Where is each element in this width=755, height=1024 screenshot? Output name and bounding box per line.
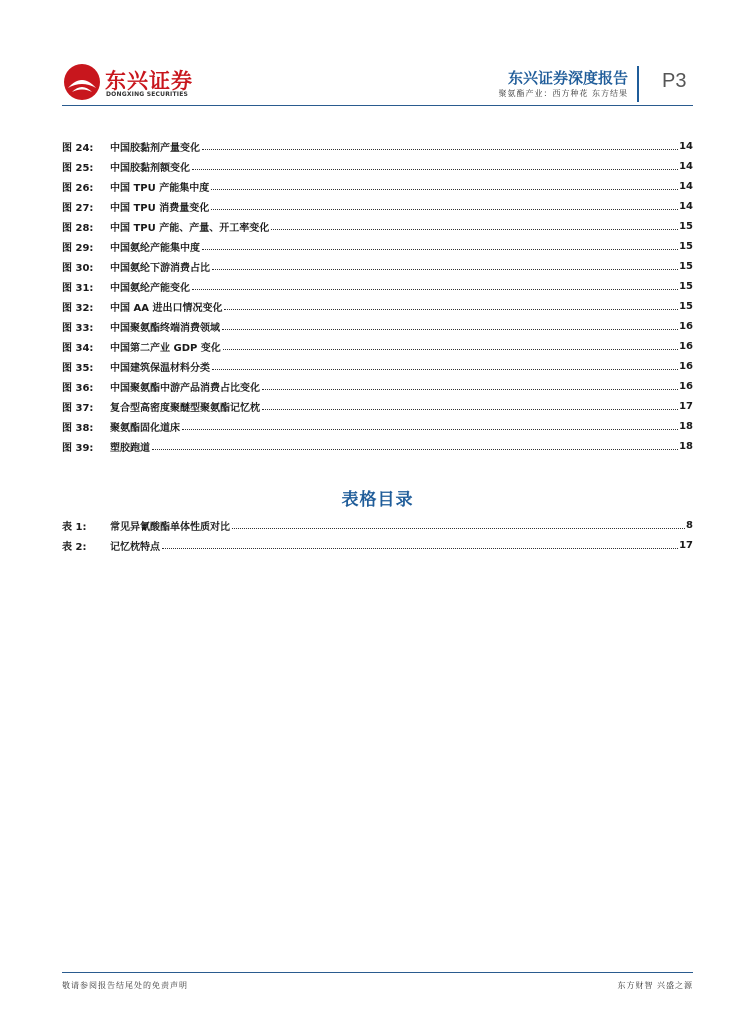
toc-entry-title: 复合型高密度聚醚型聚氨酯记忆枕 — [110, 402, 260, 414]
toc-entry[interactable] — [62, 296, 693, 316]
toc-entry-page: 14 — [679, 160, 693, 172]
toc-entry-number: 图 27: — [62, 202, 94, 214]
table-list — [62, 515, 693, 555]
toc-entry[interactable] — [62, 396, 693, 416]
toc-entry-page: 17 — [679, 400, 693, 412]
toc-entry[interactable] — [62, 276, 693, 296]
toc-entry[interactable] — [62, 196, 693, 216]
toc-dot-leader — [224, 309, 678, 310]
toc-dot-leader — [232, 528, 685, 529]
toc-dot-leader — [212, 369, 678, 370]
toc-entry-number: 图 35: — [62, 362, 94, 374]
toc-dot-leader — [202, 149, 678, 150]
toc-entry[interactable] — [62, 436, 693, 456]
toc-entry-title: 中国氨纶产能变化 — [110, 282, 190, 294]
toc-dot-leader — [152, 449, 678, 450]
toc-entry-number: 图 33: — [62, 322, 94, 334]
report-subtitle: 聚氨酯产业：西方种花 东方结果 — [498, 89, 628, 98]
toc-dot-leader — [262, 389, 678, 390]
toc-entry-title: 中国氨纶下游消费占比 — [110, 262, 210, 274]
toc-entry[interactable] — [62, 216, 693, 236]
table-list-heading: 表格目录 — [341, 490, 414, 510]
toc-entry-title: 中国氨纶产能集中度 — [110, 242, 200, 254]
toc-entry-title: 中国胶黏剂产量变化 — [110, 142, 200, 154]
toc-entry-title: 中国胶黏剂额变化 — [110, 162, 190, 174]
toc-entry-title: 中国 TPU 产能集中度 — [110, 182, 210, 194]
toc-entry[interactable] — [62, 336, 693, 356]
toc-entry-page: 16 — [679, 340, 693, 352]
toc-dot-leader — [162, 548, 678, 549]
page-number: P3 — [662, 70, 687, 92]
report-title: 东兴证券深度报告 — [507, 69, 628, 87]
toc-entry-number: 图 36: — [62, 382, 94, 394]
company-logo — [62, 62, 192, 102]
toc-entry-page: 14 — [679, 200, 693, 212]
toc-entry[interactable] — [62, 356, 693, 376]
toc-entry-number: 图 26: — [62, 182, 94, 194]
toc-dot-leader — [223, 349, 678, 350]
header-divider — [637, 66, 639, 102]
toc-entry-page: 8 — [686, 519, 693, 531]
toc-entry-number: 图 34: — [62, 342, 94, 354]
toc-entry-page: 17 — [679, 539, 693, 551]
toc-entry[interactable] — [62, 156, 693, 176]
toc-dot-leader — [262, 409, 678, 410]
toc-entry-page: 15 — [679, 220, 693, 232]
toc-entry-number: 图 31: — [62, 282, 94, 294]
toc-entry-page: 16 — [679, 320, 693, 332]
toc-entry-number: 表 2: — [62, 541, 87, 553]
toc-dot-leader — [192, 169, 678, 170]
toc-entry-title: 聚氨酯固化道床 — [110, 422, 180, 434]
toc-entry-title: 中国 TPU 产能、产量、开工率变化 — [110, 222, 270, 234]
toc-entry-number: 图 30: — [62, 262, 94, 274]
toc-entry-number: 表 1: — [62, 521, 87, 533]
toc-entry[interactable] — [62, 316, 693, 336]
toc-entry-number: 图 39: — [62, 442, 94, 454]
toc-dot-leader — [212, 269, 678, 270]
toc-entry-title: 中国聚氨酯中游产品消费占比变化 — [110, 382, 260, 394]
toc-entry-number: 图 29: — [62, 242, 94, 254]
toc-entry[interactable] — [62, 236, 693, 256]
logo-text-en: DONGXING SECURITIES — [106, 91, 189, 98]
toc-entry-title: 中国建筑保温材料分类 — [110, 362, 210, 374]
toc-dot-leader — [211, 209, 678, 210]
toc-entry[interactable] — [62, 535, 693, 555]
toc-dot-leader — [182, 429, 678, 430]
toc-entry-page: 16 — [679, 380, 693, 392]
toc-entry-page: 15 — [679, 280, 693, 292]
toc-dot-leader — [192, 289, 678, 290]
header-rule — [62, 105, 693, 106]
toc-entry-number: 图 25: — [62, 162, 94, 174]
toc-entry-page: 15 — [679, 300, 693, 312]
logo-text-cn: 东兴证券 — [105, 69, 193, 93]
footer-rule — [62, 972, 693, 973]
toc-entry-number: 图 32: — [62, 302, 94, 314]
toc-dot-leader — [222, 329, 678, 330]
toc-entry[interactable] — [62, 136, 693, 156]
toc-entry[interactable] — [62, 176, 693, 196]
toc-entry-title: 中国聚氨酯终端消费领域 — [110, 322, 220, 334]
toc-entry[interactable] — [62, 416, 693, 436]
toc-entry[interactable] — [62, 256, 693, 276]
toc-dot-leader — [211, 189, 678, 190]
toc-entry-title: 中国 TPU 消费量变化 — [110, 202, 210, 214]
toc-entry-page: 14 — [679, 180, 693, 192]
logo-mark-icon — [62, 62, 102, 102]
toc-entry-number: 图 28: — [62, 222, 94, 234]
footer-slogan: 东方财智 兴盛之源 — [617, 981, 693, 990]
toc-entry-page: 14 — [679, 140, 693, 152]
footer-disclaimer: 敬请参阅报告结尾处的免责声明 — [62, 981, 188, 990]
toc-dot-leader — [202, 249, 678, 250]
page-header — [0, 0, 755, 130]
toc-entry-title: 记忆枕特点 — [110, 541, 160, 553]
toc-entry-title: 塑胶跑道 — [110, 442, 150, 454]
toc-entry-title: 中国 AA 进出口情况变化 — [110, 302, 223, 314]
toc-entry-page: 18 — [679, 440, 693, 452]
toc-entry-page: 15 — [679, 260, 693, 272]
toc-entry-title: 中国第二产业 GDP 变化 — [110, 342, 221, 354]
toc-entry-number: 图 24: — [62, 142, 94, 154]
toc-entry-page: 16 — [679, 360, 693, 372]
toc-entry-page: 15 — [679, 240, 693, 252]
toc-dot-leader — [271, 229, 678, 230]
figure-list — [62, 136, 693, 456]
toc-entry[interactable] — [62, 515, 693, 535]
toc-entry-title: 常见异氰酸酯单体性质对比 — [110, 521, 230, 533]
toc-entry[interactable] — [62, 376, 693, 396]
toc-entry-number: 图 38: — [62, 422, 94, 434]
toc-entry-page: 18 — [679, 420, 693, 432]
toc-entry-number: 图 37: — [62, 402, 94, 414]
